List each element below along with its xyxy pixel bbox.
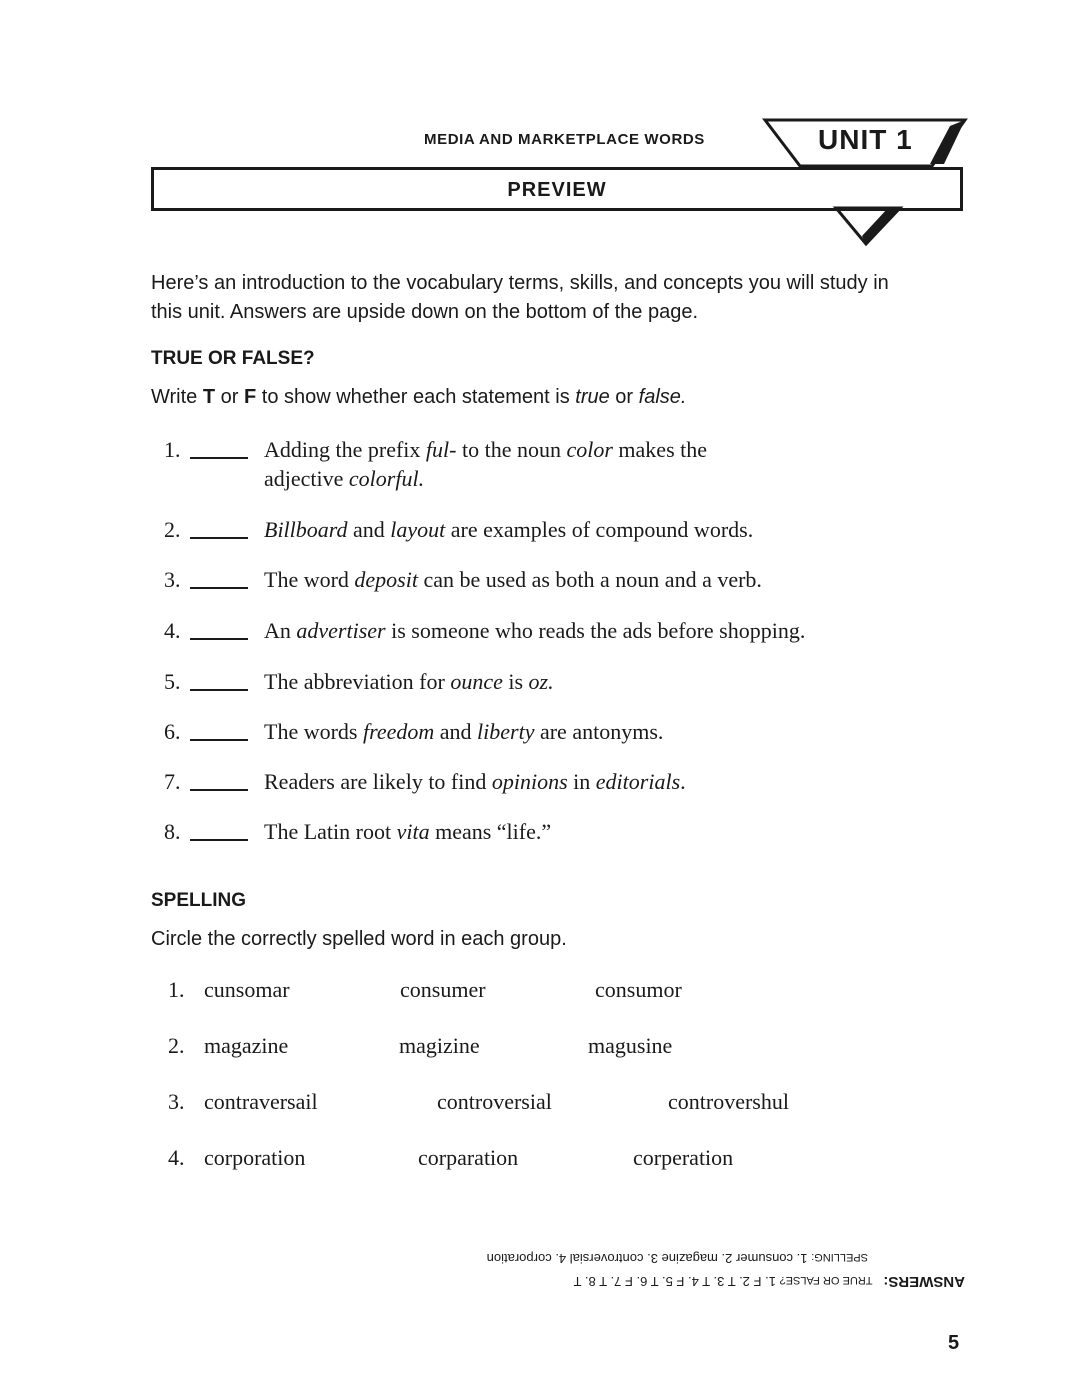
answer-blank[interactable] xyxy=(190,689,248,691)
true-false-instructions: Write T or F to show whether each statement is true or false. xyxy=(151,386,687,408)
intro-line-1: Here’s an introduction to the vocabulary terms, skills, and concepts you will study in xyxy=(151,272,889,294)
spelling-word[interactable]: consumor xyxy=(595,977,682,1002)
unit-label: UNIT 1 xyxy=(818,124,913,155)
answer-blank[interactable] xyxy=(190,739,248,741)
spelling-word[interactable]: cunsomar xyxy=(204,977,290,1002)
page-number: 5 xyxy=(948,1332,960,1354)
tf-item-1: 1. Adding the prefix ful- to the noun color makes the adjective colorful. xyxy=(164,437,708,491)
answer-blank[interactable] xyxy=(190,537,248,539)
upside-down-answers xyxy=(420,1248,965,1292)
answer-blank[interactable] xyxy=(190,839,248,841)
tf-item-3: 3. The word deposit can be used as both a noun and a verb. xyxy=(164,567,762,592)
spelling-word[interactable]: corperation xyxy=(633,1145,734,1170)
spelling-num-3: 3. xyxy=(168,1089,185,1114)
spelling-title: SPELLING xyxy=(151,890,247,911)
tf-item-8: 8. The Latin root vita means “life.” xyxy=(164,819,552,844)
tf-item-7: 7. Readers are likely to find opinions in editorials. xyxy=(164,769,686,794)
spelling-num-1: 1. xyxy=(168,977,185,1002)
answer-blank[interactable] xyxy=(190,638,248,640)
answer-blank[interactable] xyxy=(190,457,248,459)
spelling-num-2: 2. xyxy=(168,1033,185,1058)
answer-blank[interactable] xyxy=(190,587,248,589)
answer-blank[interactable] xyxy=(190,789,248,791)
tf-item-2: 2. Billboard and layout are examples of compound words. xyxy=(164,517,754,542)
tf-item-5: 5. The abbreviation for ounce is oz. xyxy=(164,669,554,694)
spelling-instructions: Circle the correctly spelled word in each group. xyxy=(151,928,567,950)
spelling-word[interactable]: magazine xyxy=(204,1033,289,1058)
preview-title: PREVIEW xyxy=(507,179,607,201)
answers-spelling: SPELLING: 1. consumer 2. magazine 3. controversial 4. corporation xyxy=(486,1251,868,1266)
spelling-word[interactable]: consumer xyxy=(400,977,486,1002)
tf-item-6: 6. The words freedom and liberty are antonyms. xyxy=(164,719,664,744)
spelling-word[interactable]: magusine xyxy=(588,1033,673,1058)
series-title: MEDIA AND MARKETPLACE WORDS xyxy=(424,131,705,148)
spelling-word[interactable]: controversial xyxy=(437,1089,552,1114)
spelling-word[interactable]: controvershul xyxy=(668,1089,789,1114)
spelling-word[interactable]: corparation xyxy=(418,1145,519,1170)
spelling-num-4: 4. xyxy=(168,1145,185,1170)
spelling-word[interactable]: magizine xyxy=(399,1033,480,1058)
spelling-word[interactable]: corporation xyxy=(204,1145,306,1170)
intro-paragraph xyxy=(151,269,911,327)
answers-true-false: ANSWERS: TRUE OR FALSE? 1. F 2. T 3. T 4. F 5. T 6. F 7. T 8. T xyxy=(573,1273,965,1290)
spelling-word[interactable]: contraversail xyxy=(204,1089,318,1114)
preview-banner xyxy=(151,167,963,211)
tf-item-4: 4. An advertiser is someone who reads the ads before shopping. xyxy=(164,618,806,643)
intro-line-2: this unit. Answers are upside down on the bottom of the page. xyxy=(151,301,699,323)
true-false-title: TRUE OR FALSE? xyxy=(151,348,315,369)
